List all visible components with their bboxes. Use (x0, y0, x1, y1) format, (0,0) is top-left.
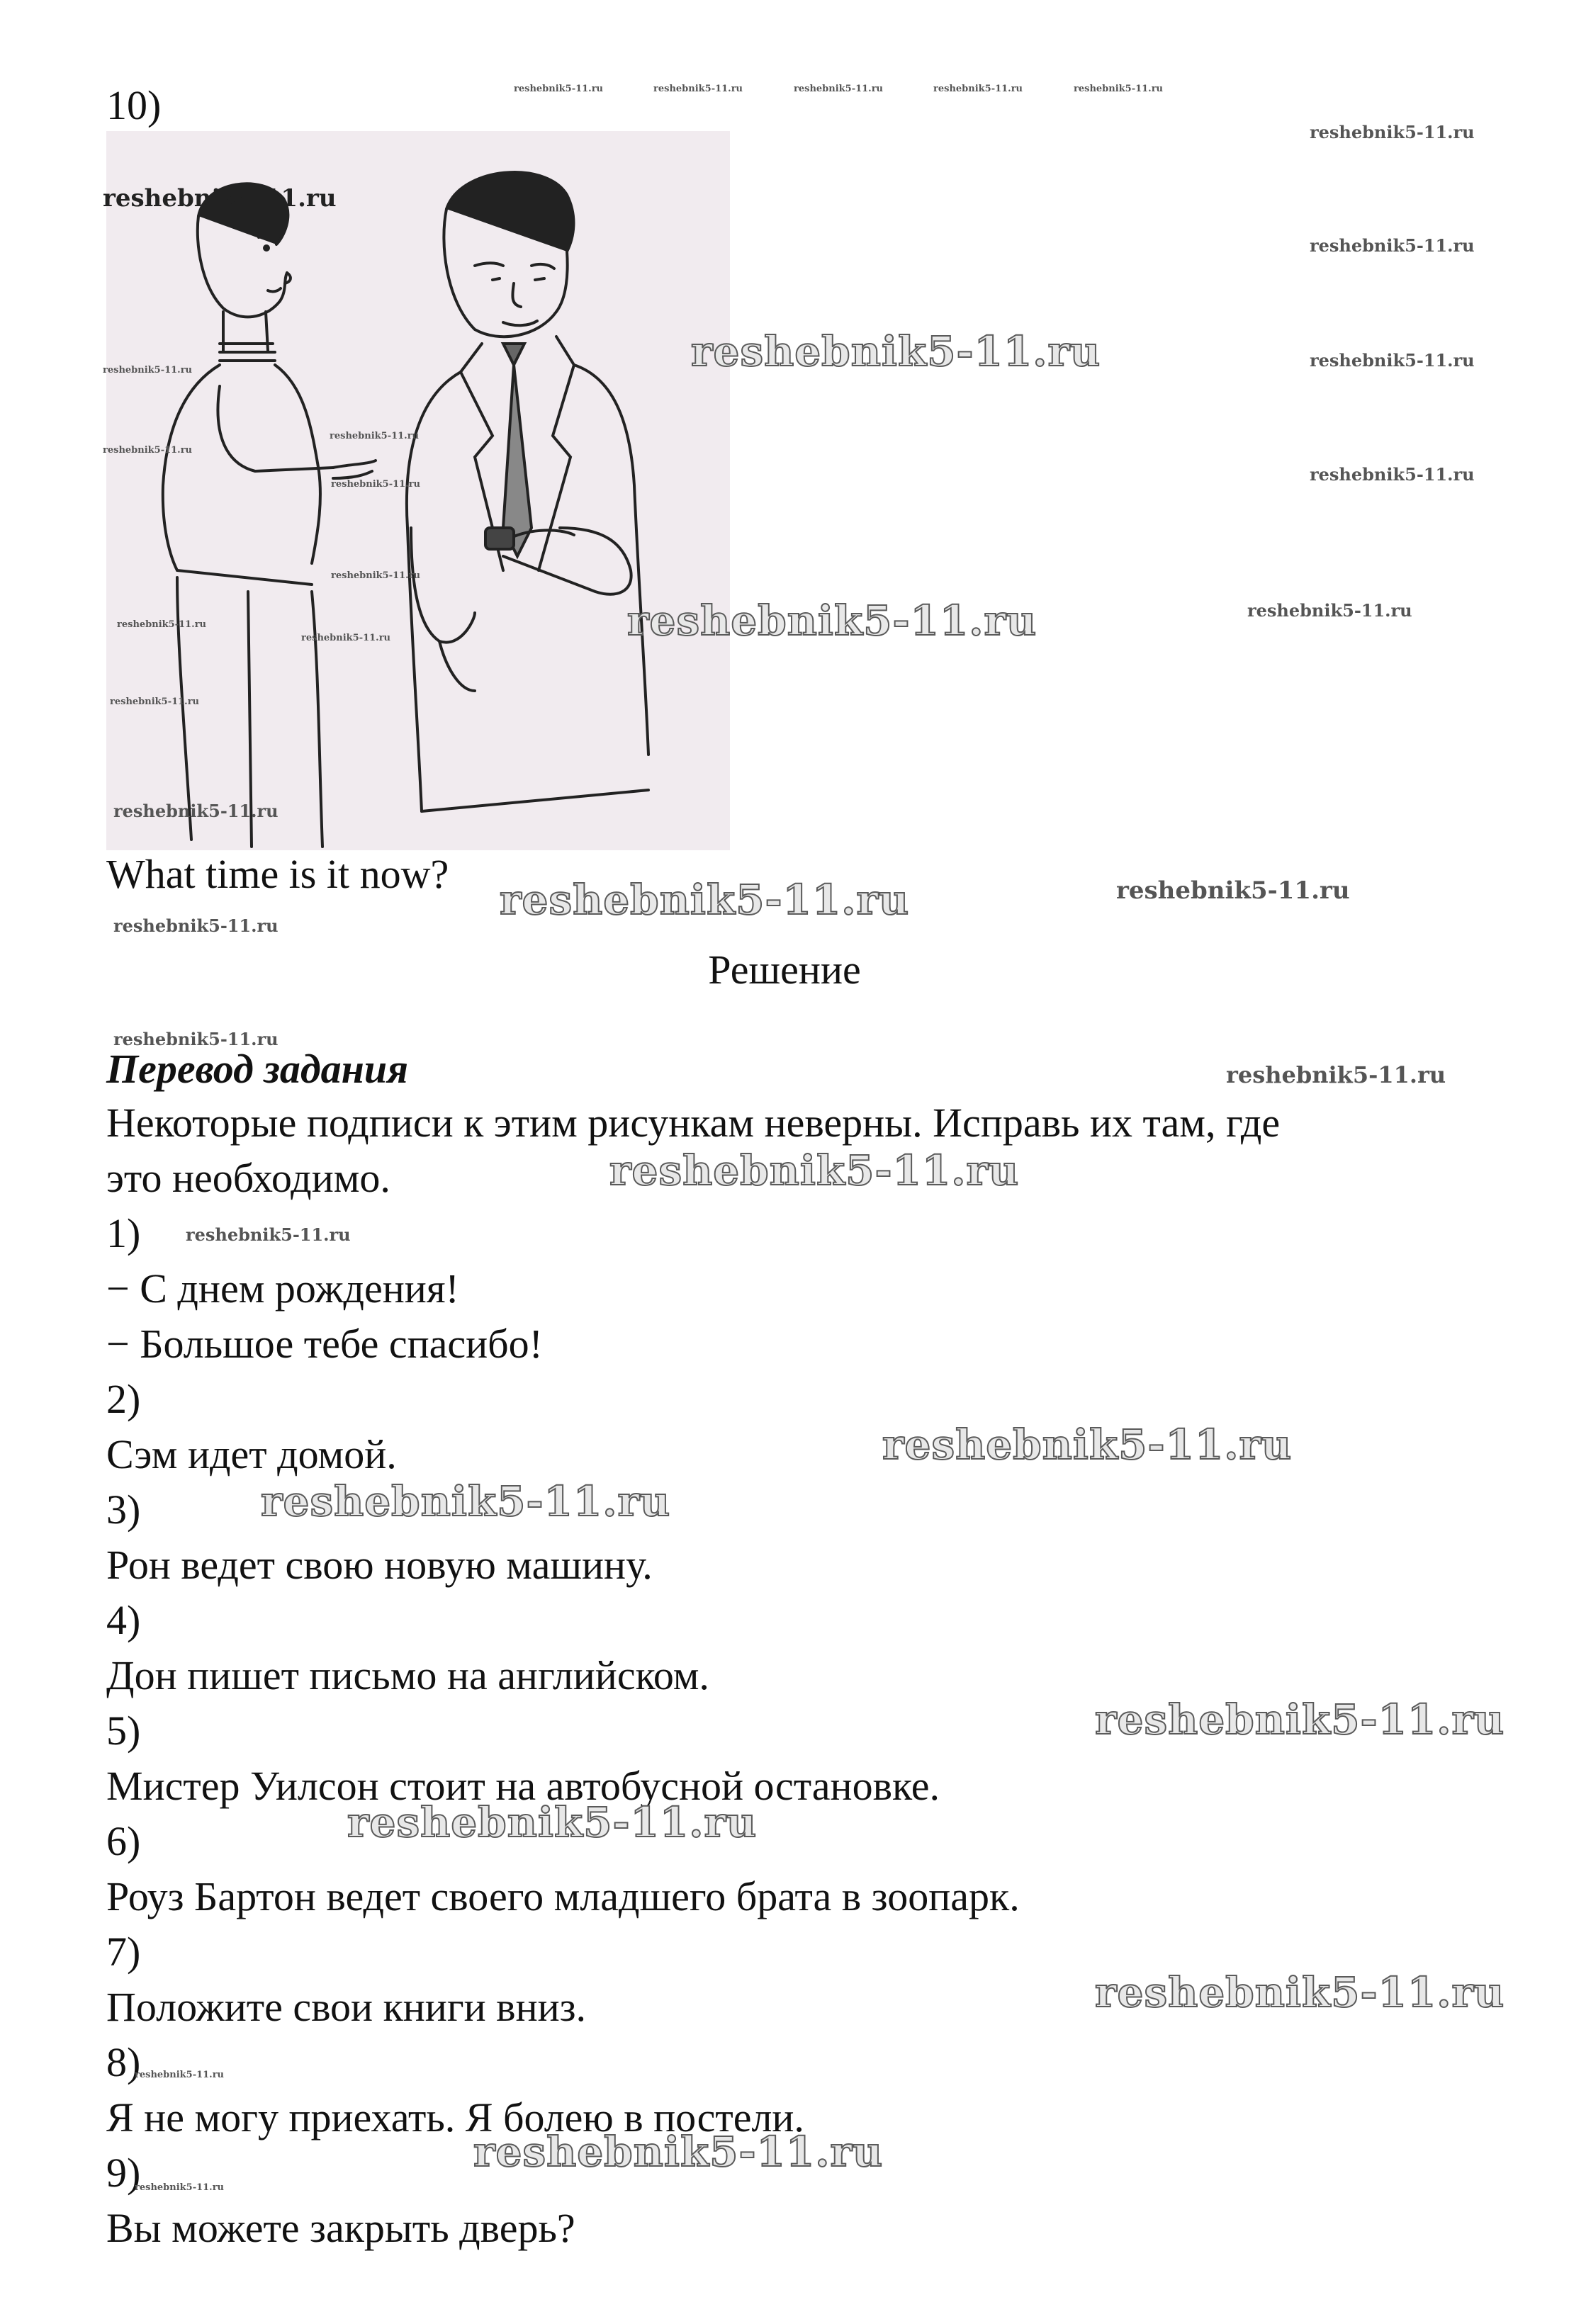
watermark: reshebnik5-11.ru (473, 2128, 884, 2176)
watermark: reshebnik5-11.ru (1095, 1696, 1505, 1744)
watermark: reshebnik5-11.ru (609, 1146, 1020, 1195)
watermark: reshebnik5-11.ru (135, 2182, 225, 2193)
instruction-line-1: Некоторые подписи к этим рисункам неверны. Исправь их там, где (106, 1100, 1281, 1146)
watermark: reshebnik5-11.ru (1074, 84, 1164, 94)
watermark: reshebnik5-11.ru (113, 801, 279, 821)
item-number: 6) (106, 1818, 141, 1864)
watermark: reshebnik5-11.ru (653, 84, 743, 94)
watermark: reshebnik5-11.ru (261, 1477, 671, 1525)
exercise-number: 10) (106, 82, 162, 128)
item-number: 8) (106, 2039, 141, 2085)
watermark: reshebnik5-11.ru (331, 570, 421, 581)
item-number: 9) (106, 2150, 141, 2196)
item-line: Роуз Бартон ведет своего младшего брата в зоопарк. (106, 1873, 1020, 1919)
watermark: reshebnik5-11.ru (1116, 876, 1350, 905)
item-line: Мистер Уилсон стоит на автобусной остановке. (106, 1763, 940, 1809)
watermark: reshebnik5-11.ru (330, 431, 420, 441)
instruction-line-2: это необходимо. (106, 1155, 390, 1201)
item-line: Вы можете закрыть дверь? (106, 2205, 575, 2251)
item-line: Сэм идет домой. (106, 1431, 397, 1477)
item-line: Я не могу приехать. Я болею в постели. (106, 2094, 804, 2140)
illustration-caption: What time is it now? (106, 851, 449, 897)
watermark: reshebnik5-11.ru (1310, 350, 1475, 371)
watermark: reshebnik5-11.ru (794, 84, 884, 94)
item-number: 5) (106, 1708, 141, 1754)
watermark: reshebnik5-11.ru (1310, 122, 1475, 142)
item-number: 4) (106, 1597, 141, 1643)
watermark: reshebnik5-11.ru (882, 1421, 1293, 1469)
watermark: reshebnik5-11.ru (331, 479, 421, 490)
watermark: reshebnik5-11.ru (103, 365, 193, 376)
watermark: reshebnik5-11.ru (117, 619, 207, 630)
item-number: 7) (106, 1929, 141, 1975)
item-line: − С днем рождения! (106, 1265, 459, 1312)
watermark: reshebnik5-11.ru (113, 915, 279, 936)
item-line: Дон пишет письмо на английском. (106, 1652, 709, 1698)
watermark: reshebnik5-11.ru (135, 2070, 225, 2080)
watermark: reshebnik5-11.ru (1247, 600, 1412, 621)
watermark: reshebnik5-11.ru (110, 696, 200, 707)
watermark: reshebnik5-11.ru (500, 876, 910, 924)
watermark: reshebnik5-11.ru (347, 1798, 758, 1846)
watermark: reshebnik5-11.ru (186, 1224, 351, 1245)
item-number: 2) (106, 1376, 141, 1422)
item-line: Рон ведет свою новую машину. (106, 1542, 653, 1588)
watermark: reshebnik5-11.ru (103, 184, 337, 213)
watermark: reshebnik5-11.ru (933, 84, 1023, 94)
illustration-two-men (106, 131, 730, 850)
watermark: reshebnik5-11.ru (1226, 1061, 1446, 1088)
item-line: − Большое тебе спасибо! (106, 1321, 543, 1367)
watermark: reshebnik5-11.ru (514, 84, 604, 94)
watermark: reshebnik5-11.ru (1310, 235, 1475, 256)
translation-heading: Перевод задания (106, 1046, 408, 1092)
watermark: reshebnik5-11.ru (301, 633, 391, 643)
watermark: reshebnik5-11.ru (103, 445, 193, 456)
item-number: 1) (106, 1210, 141, 1256)
watermark: reshebnik5-11.ru (1310, 464, 1475, 485)
watermark: reshebnik5-11.ru (627, 597, 1037, 645)
watermark: reshebnik5-11.ru (691, 327, 1101, 376)
watermark: reshebnik5-11.ru (113, 1029, 279, 1049)
solution-title: Решение (708, 947, 861, 993)
item-line: Положите свои книги вниз. (106, 1984, 587, 2030)
item-number: 3) (106, 1487, 141, 1533)
watermark: reshebnik5-11.ru (1095, 1968, 1505, 2016)
